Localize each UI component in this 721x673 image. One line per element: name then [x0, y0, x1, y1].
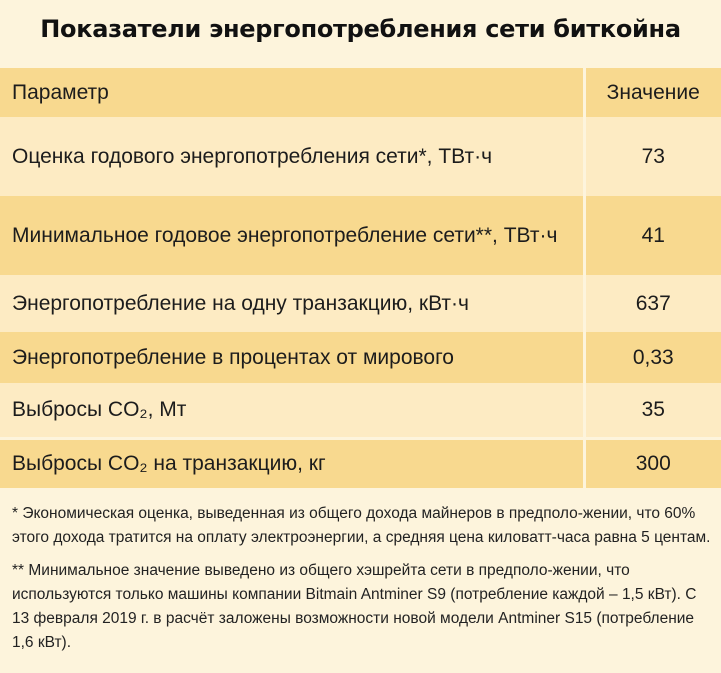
page-title: Показатели энергопотребления сети биткойна: [40, 14, 681, 43]
row-value: 35: [584, 383, 721, 438]
table-row: [0, 438, 721, 488]
table-row: [0, 196, 721, 275]
row-value: 637: [584, 275, 721, 332]
row-parameter: Минимальное годовое энергопотребление сети**, ТВт·ч: [0, 196, 584, 275]
header-value: Значение: [584, 68, 721, 117]
footnotes: [12, 502, 712, 664]
table-header-row: [0, 68, 721, 117]
row-parameter: Выбросы CO₂, Мт: [0, 383, 584, 438]
table-row: [0, 383, 721, 438]
table-row: [0, 275, 721, 332]
footnote: * Экономическая оценка, выведенная из общего дохода майнеров в предполо-жении, что 60% этого дохода тратится на оплату электроэнергии, а средняя цена киловатт-часа равна 5 центам.: [12, 505, 711, 546]
row-parameter: Оценка годового энергопотребления сети*, ТВт·ч: [0, 117, 584, 196]
row-parameter: Энергопотребление на одну транзакцию, кВт·ч: [0, 275, 584, 332]
table-row: [0, 117, 721, 196]
row-parameter: Выбросы CO₂ на транзакцию, кг: [0, 438, 584, 488]
row-value: 41: [584, 196, 721, 275]
row-parameter: Энергопотребление в процентах от мирового: [0, 332, 584, 383]
row-value: 73: [584, 117, 721, 196]
row-value: 0,33: [584, 332, 721, 383]
footnote: ** Минимальное значение выведено из общего хэшрейта сети в предполо-жении, что используются только машины компании Bitmain Antminer S9 (потребление каждой – 1,5 кВт). С 13 февраля 2019 г. в расчёт заложены возможности новой модели Antminer S15 (потребление 1,6 кВт).: [12, 562, 697, 651]
energy-table: [0, 68, 721, 488]
row-value: 300: [584, 438, 721, 488]
table-row: [0, 332, 721, 383]
header-parameter: Параметр: [0, 68, 584, 117]
